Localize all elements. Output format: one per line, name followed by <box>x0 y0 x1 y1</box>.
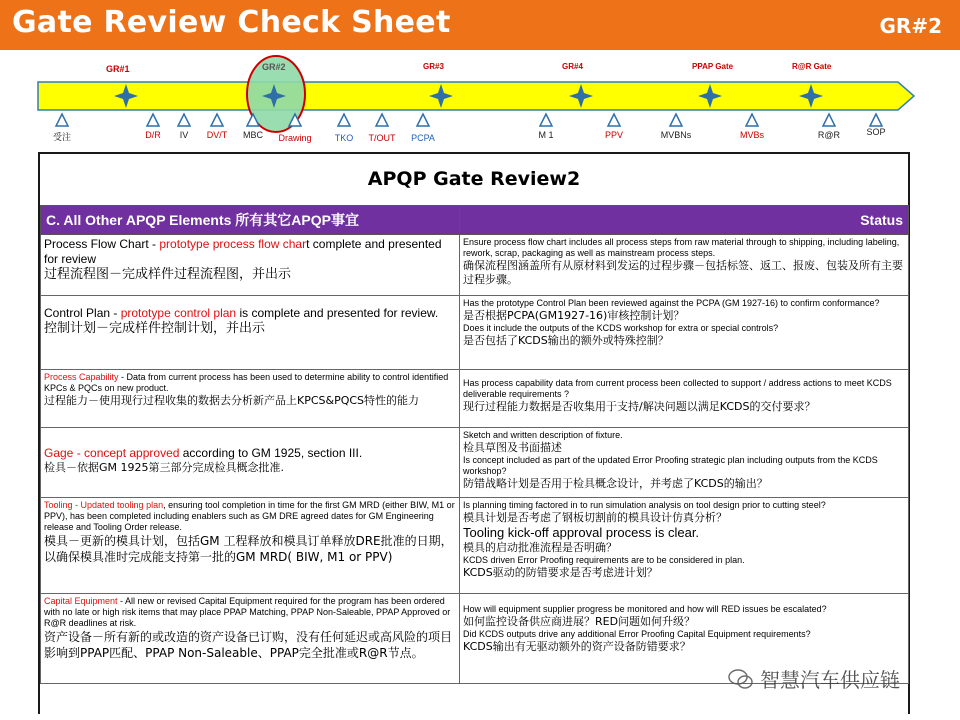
gate-tag: GR#2 <box>879 14 942 38</box>
table-row <box>41 428 909 498</box>
header-bar <box>0 0 960 50</box>
status-text-cn: 确保流程图涵盖所有从原材料到发运的过程步骤－包括标签、返工、报废、包装及所有主要过程步骤。 <box>463 259 903 286</box>
element-cell <box>41 296 460 370</box>
status-text-cn: 防错战略计划是否用于检具概念设计，并考虑了KCDS的输出？ <box>463 477 768 490</box>
milestone-triangle-icon <box>870 114 882 126</box>
timeline-arrow-bar <box>38 82 914 110</box>
milestone-markers <box>56 114 882 126</box>
element-text-cn: 过程能力－使用现行过程收集的数据去分析新产品上KPCS&PQCS特性的能力 <box>44 394 420 407</box>
milestone-label: TKO <box>334 133 354 143</box>
wechat-icon <box>728 668 754 690</box>
milestone-triangle-icon <box>540 114 552 126</box>
review-table <box>40 205 909 684</box>
table-row <box>41 498 909 594</box>
gate-label-gr2: GR#2 <box>262 62 286 72</box>
status-text: KCDS driven Error Proofing requirements are to be considered in plan. <box>463 555 745 565</box>
status-cell <box>460 498 909 594</box>
milestone-label: IV <box>179 130 189 140</box>
status-text: Did KCDS outputs drive any additional Error Proofing Capital Equipment requirements? <box>463 629 811 639</box>
milestone-triangle-icon <box>338 114 350 126</box>
status-text: Does it include the outputs of the KCDS workshop for extra or special controls? <box>463 323 779 333</box>
element-text: Process Capability - Data from current process has been used to determine ability to control identified KPCs & PQCs on new product. <box>44 372 449 393</box>
gate-label-gr4: GR#4 <box>562 62 583 71</box>
status-text-cn: 检具草图及书面描述 <box>463 441 562 454</box>
milestone-label: DV/T <box>206 130 228 140</box>
status-text-cn: KCDS输出有无驱动额外的资产设备防错要求？ <box>463 640 691 653</box>
milestone-label: MVBNs <box>660 130 692 140</box>
status-cell <box>460 370 909 428</box>
milestone-triangle-icon <box>823 114 835 126</box>
gate-label-rr: R@R Gate <box>792 62 832 71</box>
table-header-row <box>41 206 909 235</box>
element-text: Capital Equipment - All new or revised Capital Equipment required for the program has been ordered with no late or high risk items that may place PPAP Matching, PPAP Non-Saleable, PPAP Approved or R@R deadlines at risk. <box>44 596 451 628</box>
status-text-cn: 模具的启动批准流程是否明确？ <box>463 541 617 554</box>
milestone-label: MBC <box>243 130 263 140</box>
element-text-cn: 过程流程图－完成样件过程流程图，并出示 <box>44 267 292 282</box>
status-text: Has process capability data from current process been collected to support / address actions to meet KCDS deliverable requirements ? <box>463 378 892 399</box>
gate-review-panel <box>38 152 910 714</box>
status-text-cn: 模具计划是否考虑了钢板切割前的模具设计仿真分析？ <box>463 511 727 524</box>
status-cell <box>460 296 909 370</box>
element-text: Process Flow Chart - prototype process flow chart complete and presented for review <box>44 237 442 266</box>
element-text-cn: 资产设备－所有新的或改造的资产设备已订购，没有任何延迟或高风险的项目影响到PPAP匹配、PPAP Non-Saleable、PPAP完全批准或R@R节点。 <box>44 630 453 660</box>
status-cell <box>460 428 909 498</box>
status-text-cn: 如何监控设备供应商进展？RED问题如何升级？ <box>463 615 696 628</box>
table-row <box>41 370 909 428</box>
milestone-label: T/OUT <box>368 133 396 143</box>
milestone-triangle-icon <box>376 114 388 126</box>
gate-label-ppap: PPAP Gate <box>692 62 734 71</box>
status-text: How will equipment supplier progress be monitored and how will RED issues be escalated? <box>463 604 827 614</box>
milestone-label: PCPA <box>411 133 435 143</box>
milestone-triangle-icon <box>417 114 429 126</box>
status-text: Ensure process flow chart includes all process steps from raw material through to shipping, including labeling, rework, scrap, packaging as well as mainstream process steps. <box>463 237 900 258</box>
element-cell <box>41 235 460 296</box>
status-text: Is planning timing factored in to run simulation analysis on tool design prior to cutting steel? <box>463 500 826 510</box>
milestone-triangle-icon <box>211 114 223 126</box>
column-header-elements: C. All Other APQP Elements 所有其它APQP事宜 <box>41 206 460 235</box>
milestone-triangle-icon <box>147 114 159 126</box>
milestone-label: D/R <box>145 130 161 140</box>
table-row <box>41 235 909 296</box>
element-cell <box>41 498 460 594</box>
gate-label-gr3: GR#3 <box>423 62 444 71</box>
element-text-cn: 模具－更新的模具计划，包括GM 工程释放和模具订单释放DRE批准的日期，以确保模具准时完成能支持第一批的GM MRD( BIW, M1 or PPV) <box>44 534 453 564</box>
status-text-cn: 是否包括了KCDS输出的额外或特殊控制？ <box>463 334 669 347</box>
element-text-cn: 检具－依据GM 1925第三部分完成检具概念批准. <box>44 461 285 474</box>
element-cell <box>41 370 460 428</box>
element-text: Control Plan - prototype control plan is complete and presented for review. <box>44 306 439 320</box>
status-cell <box>460 235 909 296</box>
milestone-triangle-icon <box>746 114 758 126</box>
status-text-cn: KCDS驱动的防错要求是否考虑进计划？ <box>463 566 658 579</box>
status-text-cn: 现行过程能力数据是否收集用于支持/解决问题以满足KCDS的交付要求？ <box>463 400 816 413</box>
watermark-text: 智慧汽车供应链 <box>760 668 900 692</box>
milestone-label: 受注 <box>52 132 71 142</box>
status-text: Tooling kick-off approval process is clear. <box>463 525 700 540</box>
milestone-label: R@R <box>817 130 841 140</box>
page-title: Gate Review Check Sheet <box>12 5 451 40</box>
element-text: Tooling - Updated tooling plan, ensuring tool completion in time for the first GM MRD (either BIW, M1 or PPV), has been completed including enablers such as GM DRE agreed dates for GM Engineering release and Tooling Order release. <box>44 500 455 532</box>
status-text: Is concept included as part of the updated Error Proofing strategic plan including outputs from the KCDS workshop? <box>463 455 878 476</box>
milestone-label: M 1 <box>538 130 554 140</box>
table-row <box>41 296 909 370</box>
milestone-label: Drawing <box>278 133 312 143</box>
status-text-cn: 是否根据PCPA(GM1927-16)审核控制计划？ <box>463 309 685 322</box>
panel-title: APQP Gate Review2 <box>367 168 581 190</box>
status-text: Sketch and written description of fixture. <box>463 430 623 440</box>
milestone-triangle-icon <box>670 114 682 126</box>
milestone-label: MVBs <box>739 130 764 140</box>
gate-label-gr1: GR#1 <box>106 64 130 74</box>
element-text-cn: 控制计划－完成样件控制计划，并出示 <box>44 321 266 336</box>
element-text: Gage - concept approved according to GM 1925, section III. <box>44 446 363 460</box>
watermark <box>728 664 900 693</box>
milestone-label: PPV <box>604 130 623 140</box>
milestone-triangle-icon <box>608 114 620 126</box>
column-header-status: Status <box>460 206 909 235</box>
status-text: Has the prototype Control Plan been reviewed against the PCPA (GM 1927-16) to confirm conformance? <box>463 298 880 308</box>
milestone-label: SOP <box>866 127 886 137</box>
milestone-triangle-icon <box>56 114 68 126</box>
element-cell <box>41 594 460 684</box>
milestone-triangle-icon <box>178 114 190 126</box>
gate-timeline <box>0 52 960 148</box>
element-cell <box>41 428 460 498</box>
